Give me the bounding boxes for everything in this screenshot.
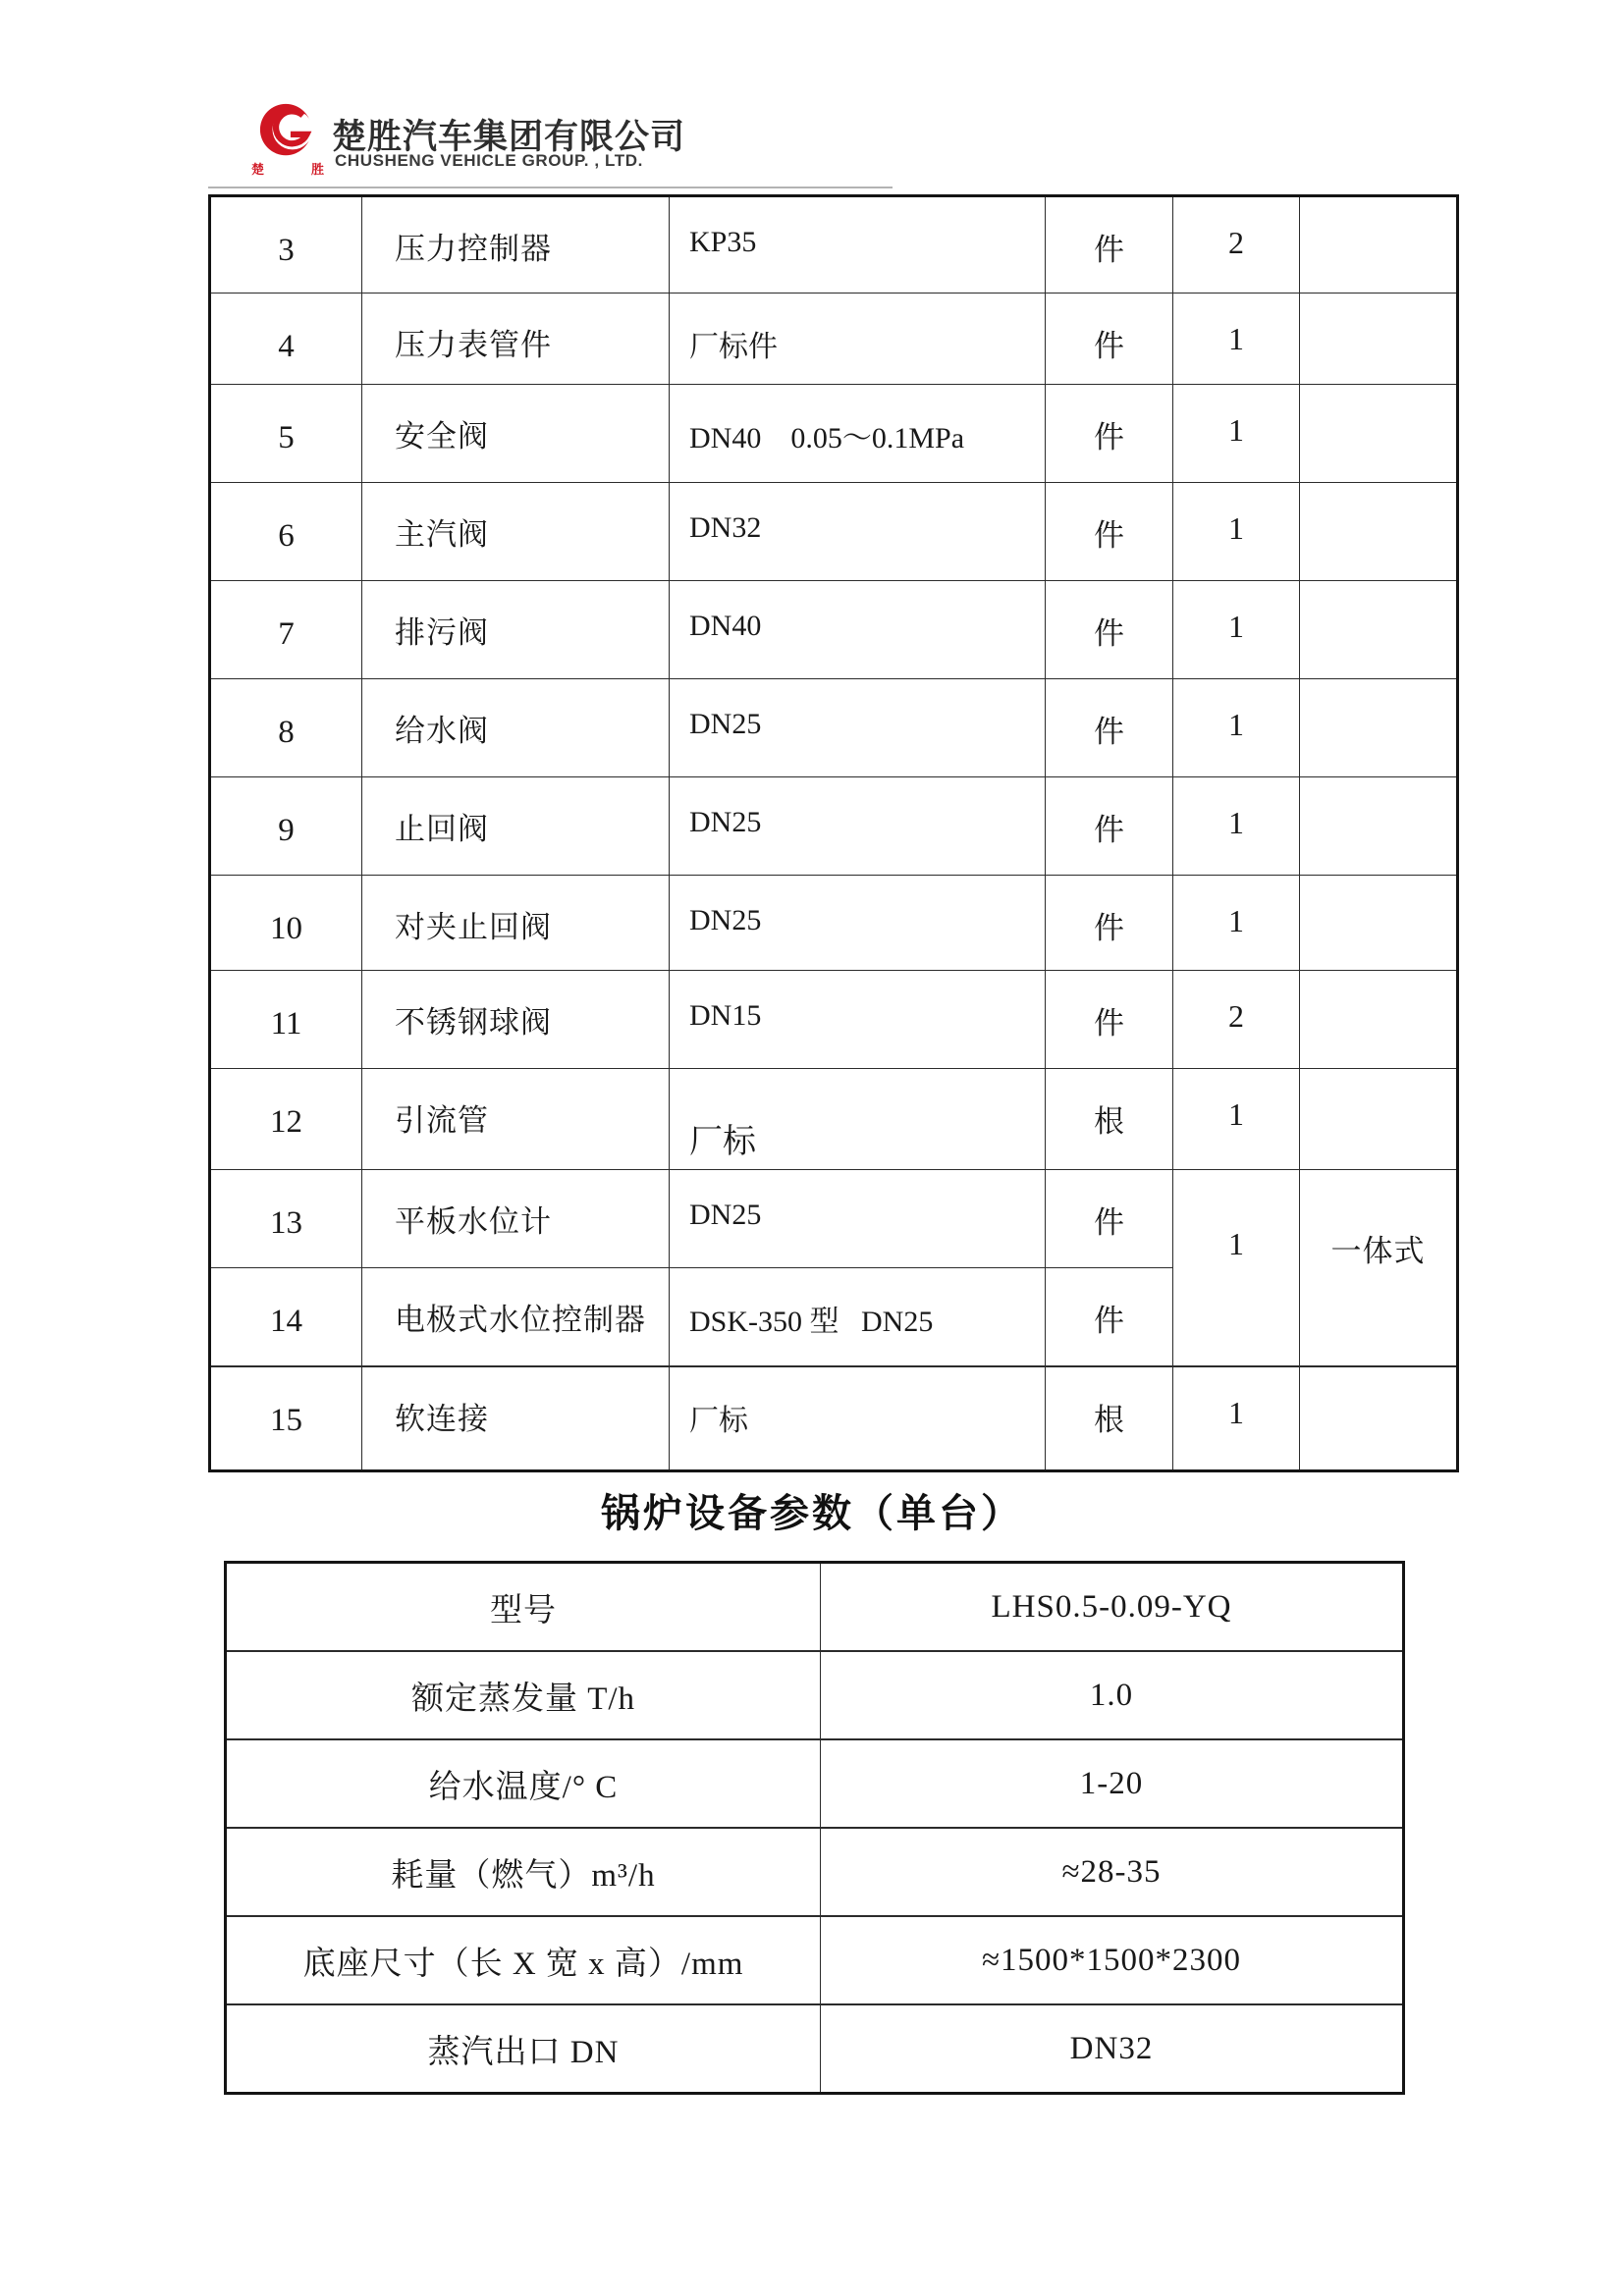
cell-param-value: LHS0.5-0.09-YQ bbox=[821, 1563, 1404, 1652]
table-row bbox=[210, 876, 1458, 971]
cell-param-label: 型号 bbox=[226, 1563, 821, 1652]
cell-item-spec: KP35 bbox=[670, 196, 1046, 294]
boiler-params-table bbox=[224, 1561, 1405, 2095]
cell-item-name: 平板水位计 bbox=[362, 1170, 670, 1268]
section-title: 锅炉设备参数（单台） bbox=[601, 1491, 1023, 1535]
cell-item-remark bbox=[1300, 1069, 1458, 1170]
cell-item-name: 安全阀 bbox=[362, 385, 670, 483]
cell-item-qty: 1 bbox=[1173, 385, 1300, 483]
cell-item-unit: 件 bbox=[1046, 385, 1173, 483]
table-row bbox=[226, 1739, 1404, 1828]
cell-item-unit: 件 bbox=[1046, 294, 1173, 385]
cell-item-no: 12 bbox=[210, 1069, 362, 1170]
cell-item-no: 6 bbox=[210, 483, 362, 581]
table-row bbox=[226, 1828, 1404, 1916]
cell-item-no: 9 bbox=[210, 777, 362, 876]
cell-item-remark-merged: 一体式 bbox=[1300, 1170, 1458, 1366]
cell-item-name: 不锈钢球阀 bbox=[362, 971, 670, 1069]
cell-item-name: 引流管 bbox=[362, 1069, 670, 1170]
cell-item-unit: 件 bbox=[1046, 876, 1173, 971]
cell-item-no: 7 bbox=[210, 581, 362, 679]
cell-param-label: 给水温度/° C bbox=[226, 1739, 821, 1828]
table-row bbox=[210, 196, 1458, 294]
cell-item-qty: 1 bbox=[1173, 581, 1300, 679]
cell-param-label: 底座尺寸（长 X 宽 x 高）/mm bbox=[226, 1916, 821, 2004]
table-row bbox=[210, 483, 1458, 581]
cell-param-value: ≈1500*1500*2300 bbox=[821, 1916, 1404, 2004]
cell-param-value: 1-20 bbox=[821, 1739, 1404, 1828]
cell-item-qty: 2 bbox=[1173, 196, 1300, 294]
cell-item-qty: 2 bbox=[1173, 971, 1300, 1069]
cell-item-name: 电极式水位控制器 bbox=[362, 1268, 670, 1366]
cell-item-qty: 1 bbox=[1173, 876, 1300, 971]
cell-item-no: 8 bbox=[210, 679, 362, 777]
table-row bbox=[210, 581, 1458, 679]
table-row bbox=[226, 2004, 1404, 2094]
cell-item-remark bbox=[1300, 1366, 1458, 1471]
cell-item-remark bbox=[1300, 971, 1458, 1069]
table-row bbox=[210, 385, 1458, 483]
table-row bbox=[210, 294, 1458, 385]
equipment-table bbox=[208, 194, 1459, 1472]
cell-item-qty: 1 bbox=[1173, 483, 1300, 581]
cell-item-no: 11 bbox=[210, 971, 362, 1069]
cell-item-qty: 1 bbox=[1173, 1069, 1300, 1170]
cell-item-no: 14 bbox=[210, 1268, 362, 1366]
table-row bbox=[210, 1366, 1458, 1471]
table-row bbox=[210, 1170, 1458, 1268]
cell-item-qty-merged: 1 bbox=[1173, 1170, 1300, 1366]
logo-badge-text bbox=[251, 159, 324, 178]
cell-item-remark bbox=[1300, 679, 1458, 777]
cell-item-spec: DN40 bbox=[670, 581, 1046, 679]
cell-item-unit: 件 bbox=[1046, 483, 1173, 581]
company-name-en: CHUSHENG VEHICLE GROUP. , LTD. bbox=[335, 151, 643, 170]
cell-item-remark bbox=[1300, 385, 1458, 483]
cell-item-name: 对夹止回阀 bbox=[362, 876, 670, 971]
cell-item-remark bbox=[1300, 294, 1458, 385]
cell-item-name: 压力表管件 bbox=[362, 294, 670, 385]
table-row bbox=[210, 1069, 1458, 1170]
cell-item-name: 排污阀 bbox=[362, 581, 670, 679]
cell-item-qty: 1 bbox=[1173, 294, 1300, 385]
cell-item-no: 15 bbox=[210, 1366, 362, 1471]
cell-item-name: 给水阀 bbox=[362, 679, 670, 777]
company-logo-icon bbox=[257, 100, 318, 161]
cell-item-unit: 件 bbox=[1046, 581, 1173, 679]
cell-item-unit: 根 bbox=[1046, 1366, 1173, 1471]
cell-item-spec: DN32 bbox=[670, 483, 1046, 581]
cell-item-name: 止回阀 bbox=[362, 777, 670, 876]
cell-item-unit: 件 bbox=[1046, 777, 1173, 876]
table-row bbox=[210, 777, 1458, 876]
cell-item-name: 软连接 bbox=[362, 1366, 670, 1471]
cell-param-label: 额定蒸发量 T/h bbox=[226, 1651, 821, 1739]
cell-item-remark bbox=[1300, 777, 1458, 876]
cell-item-spec: 厂标 bbox=[670, 1069, 1046, 1170]
cell-item-qty: 1 bbox=[1173, 1366, 1300, 1471]
cell-item-qty: 1 bbox=[1173, 777, 1300, 876]
cell-item-name: 主汽阀 bbox=[362, 483, 670, 581]
table-row bbox=[210, 679, 1458, 777]
cell-item-no: 3 bbox=[210, 196, 362, 294]
cell-item-spec: 厂标 bbox=[670, 1366, 1046, 1471]
cell-item-spec: DN25 bbox=[670, 1170, 1046, 1268]
cell-param-value: DN32 bbox=[821, 2004, 1404, 2094]
cell-param-value: 1.0 bbox=[821, 1651, 1404, 1739]
cell-item-unit: 根 bbox=[1046, 1069, 1173, 1170]
cell-item-spec: DN25 bbox=[670, 679, 1046, 777]
cell-item-spec: DN25 bbox=[670, 777, 1046, 876]
cell-item-remark bbox=[1300, 196, 1458, 294]
table-row bbox=[226, 1651, 1404, 1739]
cell-item-spec: DN25 bbox=[670, 876, 1046, 971]
cell-item-unit: 件 bbox=[1046, 196, 1173, 294]
cell-item-no: 4 bbox=[210, 294, 362, 385]
table-row bbox=[226, 1563, 1404, 1652]
cell-item-unit: 件 bbox=[1046, 1170, 1173, 1268]
cell-item-spec: DN15 bbox=[670, 971, 1046, 1069]
cell-item-name: 压力控制器 bbox=[362, 196, 670, 294]
cell-item-no: 13 bbox=[210, 1170, 362, 1268]
cell-item-unit: 件 bbox=[1046, 679, 1173, 777]
cell-item-no: 10 bbox=[210, 876, 362, 971]
scan-artifact-line bbox=[208, 187, 893, 188]
cell-item-remark bbox=[1300, 581, 1458, 679]
cell-param-value: ≈28-35 bbox=[821, 1828, 1404, 1916]
cell-item-qty: 1 bbox=[1173, 679, 1300, 777]
table-row bbox=[210, 971, 1458, 1069]
logo-badge-left: 楚 bbox=[251, 162, 265, 177]
cell-item-no: 5 bbox=[210, 385, 362, 483]
cell-param-label: 耗量（燃气）m³/h bbox=[226, 1828, 821, 1916]
cell-item-unit: 件 bbox=[1046, 1268, 1173, 1366]
cell-item-remark bbox=[1300, 876, 1458, 971]
logo-badge-right: 胜 bbox=[310, 162, 324, 177]
cell-item-spec: DN40 0.05～0.1MPa bbox=[670, 385, 1046, 483]
cell-item-unit: 件 bbox=[1046, 971, 1173, 1069]
cell-item-spec: 厂标件 bbox=[670, 294, 1046, 385]
cell-param-label: 蒸汽出口 DN bbox=[226, 2004, 821, 2094]
cell-item-spec: DSK-350 型 DN25 bbox=[670, 1268, 1046, 1366]
table-row bbox=[226, 1916, 1404, 2004]
company-name-cn: 楚胜汽车集团有限公司 bbox=[332, 118, 686, 156]
cell-item-remark bbox=[1300, 483, 1458, 581]
